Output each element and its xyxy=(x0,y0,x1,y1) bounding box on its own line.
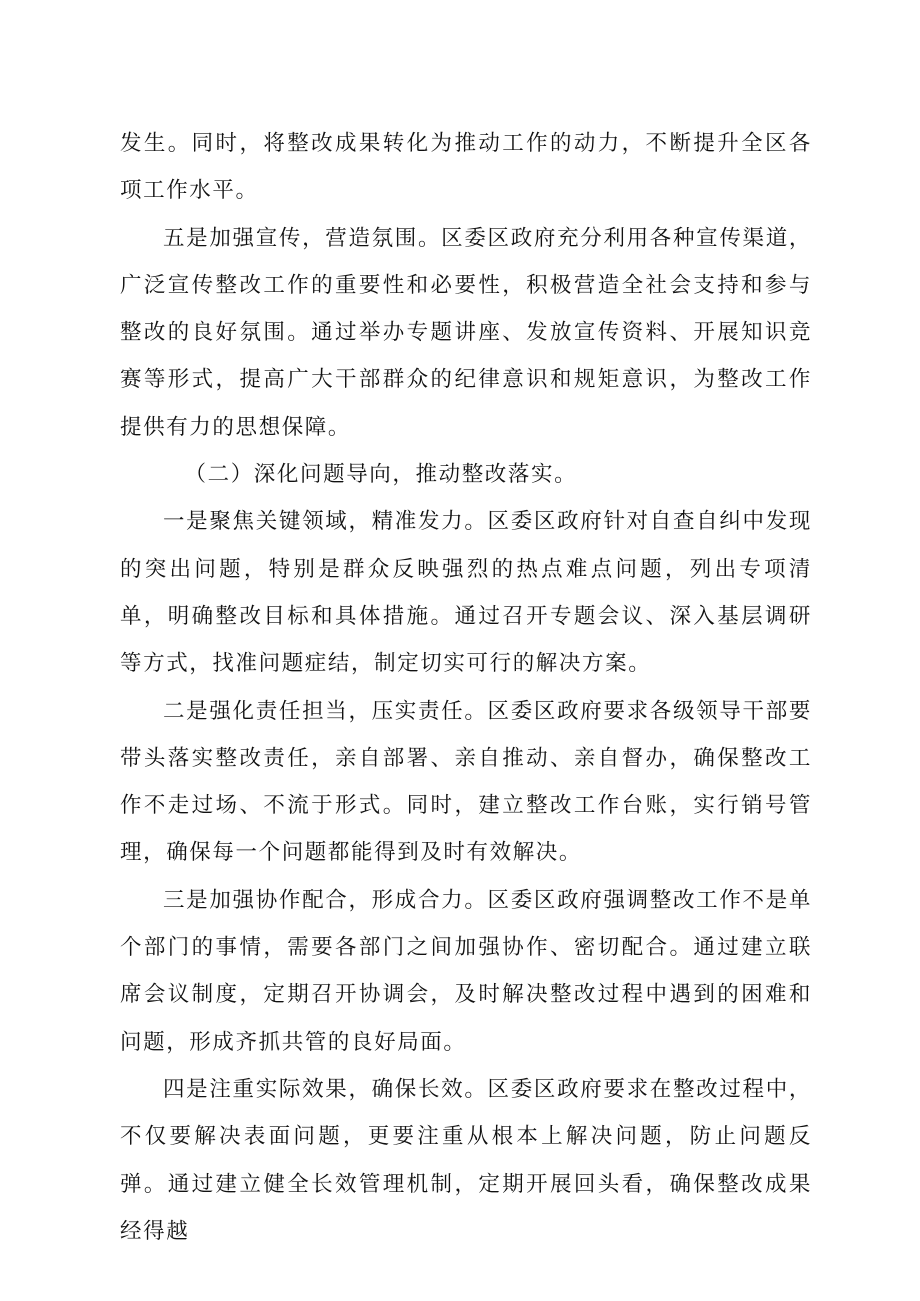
section-heading: （二）深化问题导向，推动整改落实。 xyxy=(184,462,578,488)
paragraph-responsibility: 二是强化责任担当，压实责任。区委区政府要求各级领导干部要带头落实整改责任，亲自部署、亲自推动、亲自督办，确保整改工作不走过场、不流于形式。同时，建立整改工作台账，实行销号管理，确保每一个问题都能得到及时有效解决。 xyxy=(120,698,812,866)
paragraph-continuation: 发生。同时，将整改成果转化为推动工作的动力，不断提升全区各项工作水平。 xyxy=(120,131,812,204)
paragraph-publicity: 五是加强宣传，营造氛围。区委区政府充分利用各种宣传渠道，广泛宣传整改工作的重要性和必要性，积极营造全社会支持和参与整改的良好氛围。通过举办专题讲座、发放宣传资料、开展知识竞赛等形式，提高广大干部群众的纪律意识和规矩意识，为整改工作提供有力的思想保障。 xyxy=(120,225,812,440)
paragraph-key-areas: 一是聚焦关键领域，精准发力。区委区政府针对自查自纠中发现的突出问题，特别是群众反映强烈的热点难点问题，列出专项清单，明确整改目标和具体措施。通过召开专题会议、深入基层调研等方式，找准问题症结，制定切实可行的解决方案。 xyxy=(120,509,812,677)
paragraph-coordination: 三是加强协作配合，形成合力。区委区政府强调整改工作不是单个部门的事情，需要各部门之间加强协作、密切配合。通过建立联席会议制度，定期召开协调会，及时解决整改过程中遇到的困难和问题，形成齐抓共管的良好局面。 xyxy=(120,887,812,1055)
body-text xyxy=(120,120,812,1255)
paragraph-effect: 四是注重实际效果，确保长效。区委区政府要求在整改过程中，不仅要解决表面问题，更要注重从根本上解决问题，防止问题反弹。通过建立健全长效管理机制，定期开展回头看，确保整改成果经得越 xyxy=(120,1076,812,1244)
